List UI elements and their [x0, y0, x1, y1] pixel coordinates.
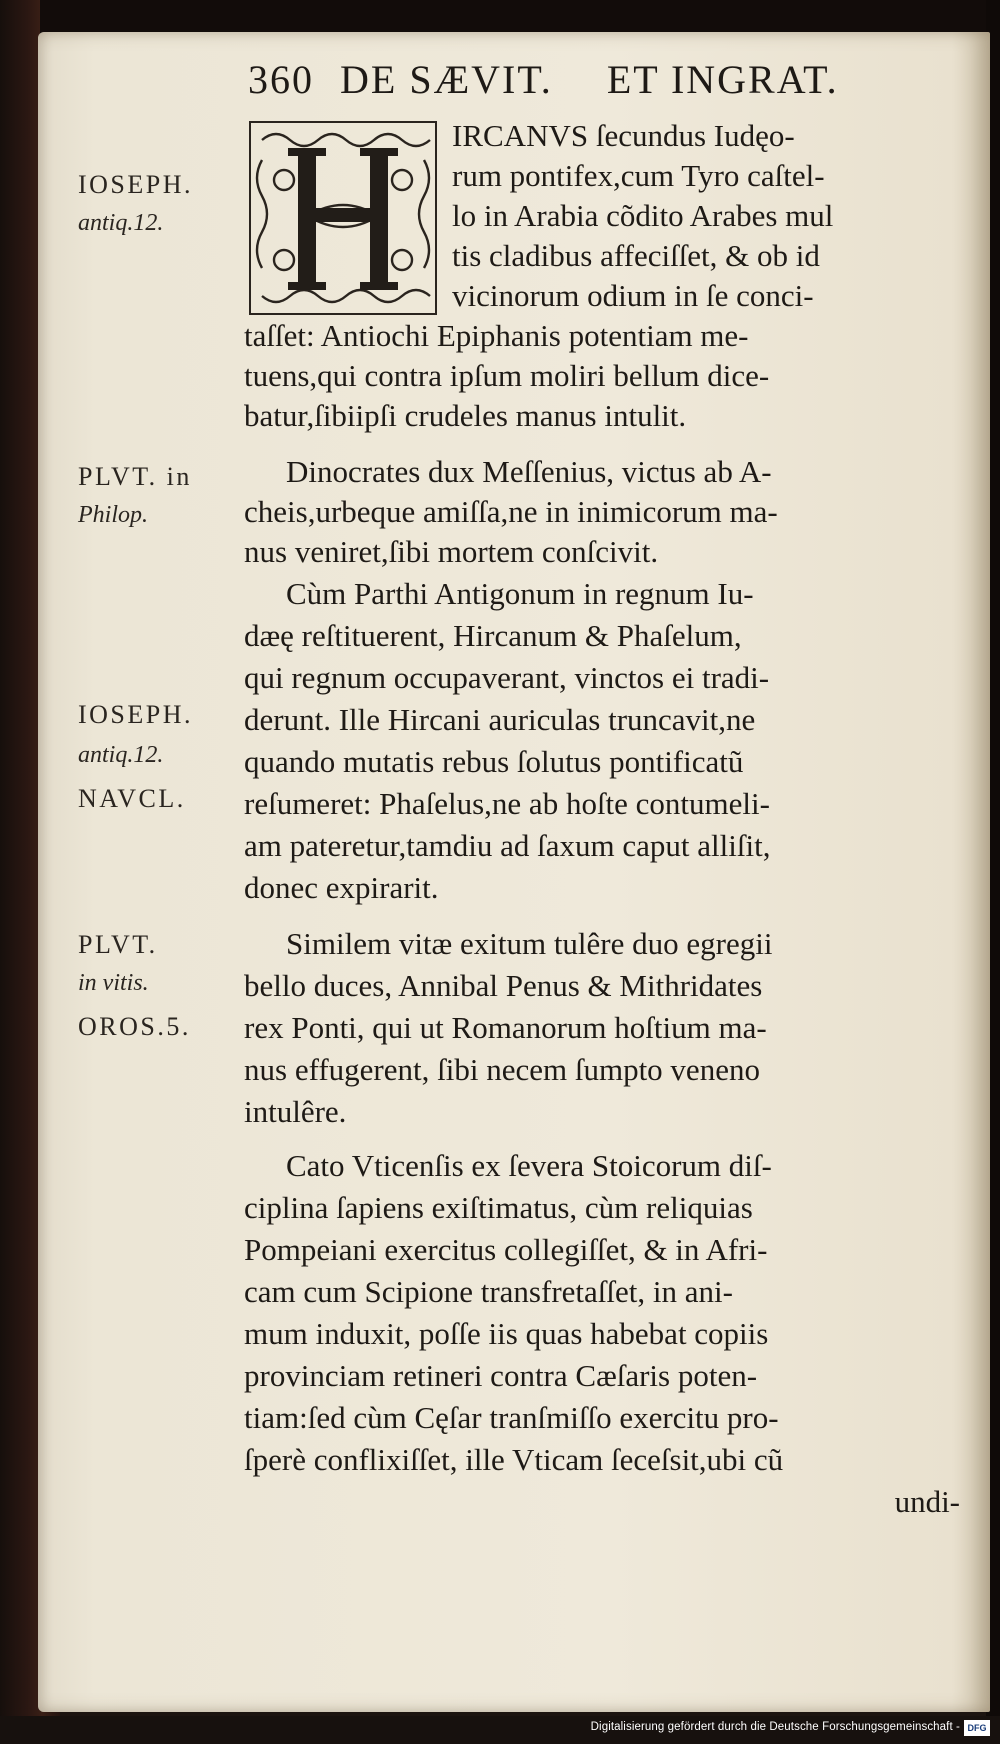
text-line: am pateretur,tamdiu ad ſaxum caput alliſit,	[244, 828, 771, 863]
text-line: IRCANVS ſecundus Iudęo-	[452, 118, 795, 153]
text-line: lo in Arabia cõdito Arabes mul	[452, 198, 834, 233]
margin-note-ioseph-1-ref: antiq.12.	[78, 210, 164, 236]
book-top-edge	[40, 0, 1000, 34]
text-line: Similem vitæ exitum tulêre duo egregii	[286, 926, 773, 961]
margin-note-naucl: NAVCL.	[78, 784, 186, 813]
page-number: 360	[248, 57, 314, 102]
digitization-credit: Digitalisierung gefördert durch die Deutsche Forschungsgemeinschaft -	[590, 1721, 960, 1733]
text-line: provinciam retineri contra Cæſaris poten-	[244, 1358, 758, 1393]
text-line: derunt. Ille Hircani auriculas truncavit,ne	[244, 702, 756, 737]
text-line: quando mutatis rebus ſolutus pontificatũ	[244, 744, 744, 779]
decorated-initial-h-icon	[248, 120, 438, 316]
text-line: bello duces, Annibal Penus & Mithridates	[244, 968, 763, 1003]
text-line: ciplina ſapiens exiſtimatus, cùm reliquias	[244, 1190, 753, 1225]
running-head-title-2: ET INGRAT.	[606, 57, 839, 102]
running-head-title-1: DE SÆVIT.	[340, 57, 553, 102]
text-line: mum induxit, poſſe iis quas habebat copiis	[244, 1316, 769, 1351]
text-line: cheis,urbeque amiſſa,ne in inimicorum ma-	[244, 494, 778, 529]
dfg-logo: DFG	[964, 1720, 990, 1736]
catchword: undi-	[894, 1484, 960, 1519]
margin-note-plut-2: PLVT.	[78, 930, 158, 959]
text-line: nus veniret,ſibi mortem conſcivit.	[244, 534, 659, 569]
text-line: Cùm Parthi Antigonum in regnum Iu-	[286, 576, 754, 611]
text-line: Pompeiani exercitus collegiſſet, & in Afri-	[244, 1232, 768, 1267]
text-line: cam cum Scipione transfretaſſet, in ani-	[244, 1274, 733, 1309]
text-line: tis cladibus affeciſſet, & ob id	[452, 238, 820, 273]
text-line: intulêre.	[244, 1094, 347, 1129]
text-line: batur,ſibiipſi crudeles manus intulit.	[244, 398, 687, 433]
text-line: Cato Vticenſis ex ſevera Stoicorum diſ-	[286, 1148, 772, 1183]
text-line: reſumeret: Phaſelus,ne ab hoſte contumeli-	[244, 786, 770, 821]
text-line: rex Ponti, qui ut Romanorum hoſtium ma-	[244, 1010, 767, 1045]
text-line: ſperè conflixiſſet, ille Vticam ſeceſsit,ubi cũ	[244, 1442, 784, 1477]
text-line: tuens,qui contra ipſum moliri bellum dice-	[244, 358, 770, 393]
margin-note-plut-2-ref: in vitis.	[78, 970, 149, 996]
text-line: tiam:ſed cùm Cęſar tranſmiſſo exercitu pro-	[244, 1400, 779, 1435]
margin-note-plut-1-ref: Philop.	[78, 502, 148, 528]
margin-note-ioseph-2: IOSEPH.	[78, 700, 194, 729]
margin-note-plut-1: PLVT. in	[78, 462, 192, 491]
text-line: vicinorum odium in ſe conci-	[452, 278, 814, 313]
text-line: nus effugerent, ſibi necem ſumpto veneno	[244, 1052, 760, 1087]
margin-note-ioseph-1: IOSEPH.	[78, 170, 194, 199]
text-line: Dinocrates dux Meſſenius, victus ab A-	[286, 454, 772, 489]
text-line: dæę reſtituerent, Hircanum & Phaſelum,	[244, 618, 742, 653]
text-line: donec expirarit.	[244, 870, 439, 905]
running-head	[248, 56, 958, 112]
text-line: qui regnum occupaverant, vinctos ei tradi-	[244, 660, 770, 695]
text-line: rum pontifex,cum Tyro caſtel-	[452, 158, 825, 193]
text-line: taſſet: Antiochi Epiphanis potentiam me-	[244, 318, 749, 353]
margin-note-oros: OROS.5.	[78, 1012, 191, 1041]
margin-note-ioseph-2-ref: antiq.12.	[78, 742, 164, 768]
